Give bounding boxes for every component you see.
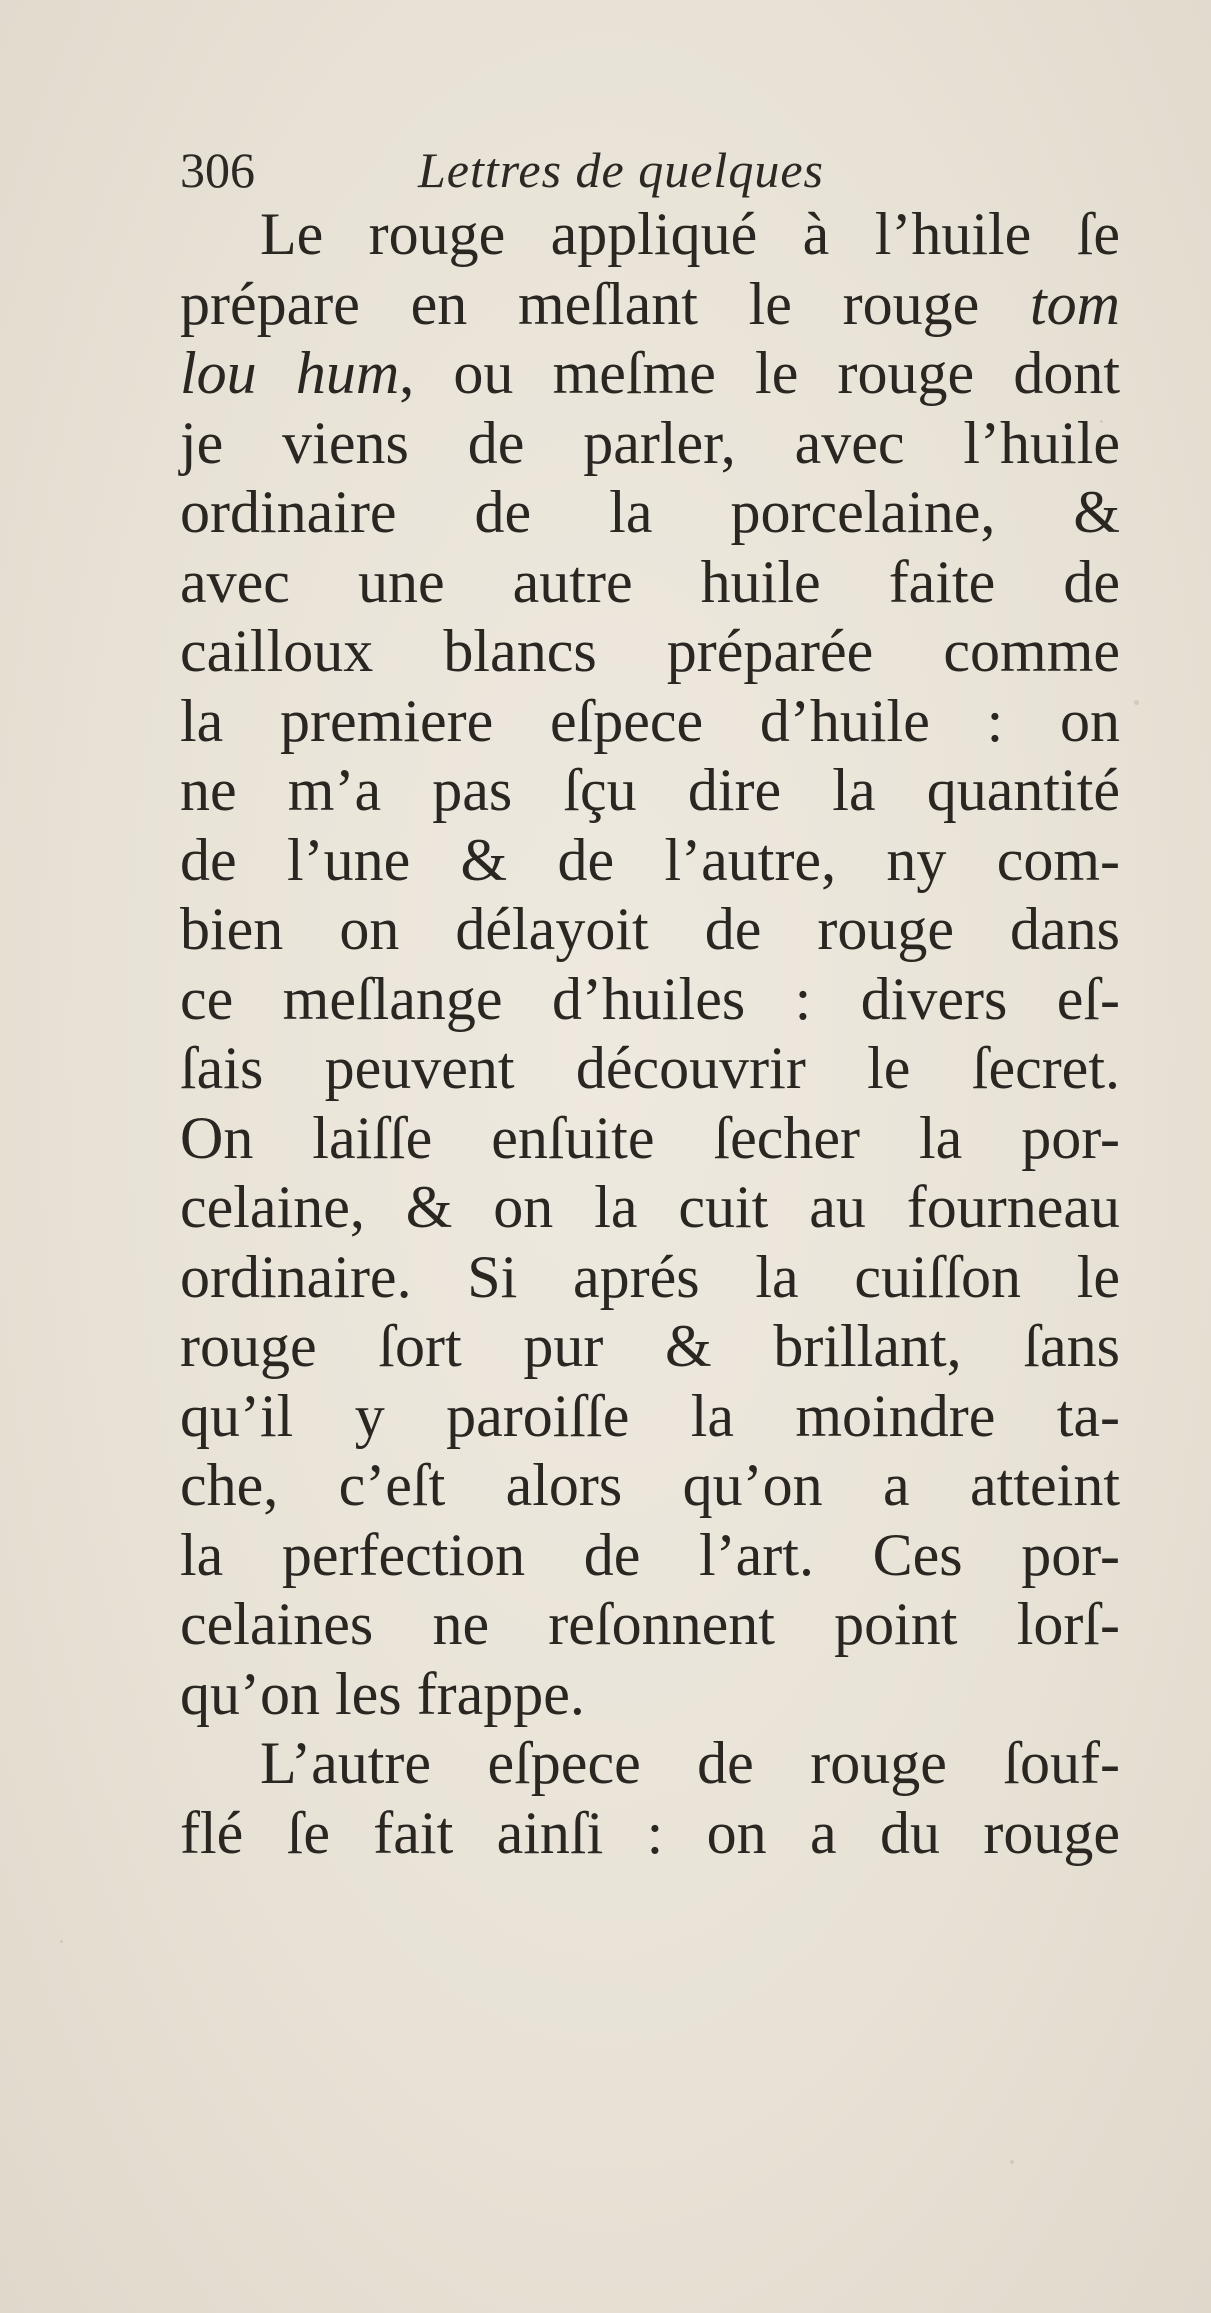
text-line: Le rouge appliqué à l’huile ſe <box>260 201 1120 267</box>
paper-speck <box>1134 700 1139 705</box>
text-line: On laiſſe enſuite ſecher la por- <box>180 1104 1120 1171</box>
text-line: L’autre eſpece de rouge ſouf- <box>260 1730 1120 1796</box>
text-line <box>180 270 1120 340</box>
text-line: ce meſlange d’huiles : divers eſ- <box>180 965 1120 1032</box>
paper-speck <box>60 1940 63 1943</box>
text-line: ordinaire. Si aprés la cuiſſon le <box>180 1243 1120 1310</box>
text-line: qu’on les frappe. <box>180 1660 585 1727</box>
text-line: qu’il y paroiſſe la moindre ta- <box>180 1382 1120 1449</box>
text-line: che, c’eſt alors qu’on a atteint <box>180 1452 1120 1518</box>
text-line: avec une autre huile faite de <box>180 548 1120 615</box>
text-line: la premiere eſpece d’huile : on <box>180 687 1120 754</box>
text-line: cailloux blancs préparée comme <box>180 618 1120 684</box>
italic-term: lou hum <box>180 340 400 406</box>
text-line: ſais peuvent découvrir le ſecret. <box>180 1035 1120 1101</box>
text-line: rouge ſort pur & brillant, ſans <box>180 1313 1120 1379</box>
text-line: ordinaire de la porcelaine, & <box>180 479 1120 545</box>
body-text <box>180 200 1120 1868</box>
paper-speck <box>1010 2160 1014 2164</box>
text-line <box>180 339 1120 409</box>
running-title: Lettres de quelques <box>418 142 824 198</box>
text-segment: prépare en meſlant le rouge <box>180 270 1030 337</box>
text-line: flé ſe fait ainſi : on a du rouge <box>180 1799 1120 1866</box>
text-line: ne m’a pas ſçu dire la quantité <box>180 757 1120 823</box>
text-line: la perfection de l’art. Ces por- <box>180 1521 1120 1588</box>
page-header <box>180 135 1080 205</box>
text-line: je viens de parler, avec l’huile <box>180 409 1120 476</box>
text-line: bien on délayoit de rouge dans <box>180 896 1120 962</box>
text-line: celaines ne reſonnent point lorſ- <box>180 1591 1120 1657</box>
page-number: 306 <box>180 142 255 198</box>
text-line: de l’une & de l’autre, ny com- <box>180 826 1120 893</box>
italic-term: tom <box>1030 270 1120 337</box>
text-segment: , ou meſme le rouge dont <box>399 340 1121 406</box>
text-line: celaine, & on la cuit au fourneau <box>180 1174 1120 1240</box>
